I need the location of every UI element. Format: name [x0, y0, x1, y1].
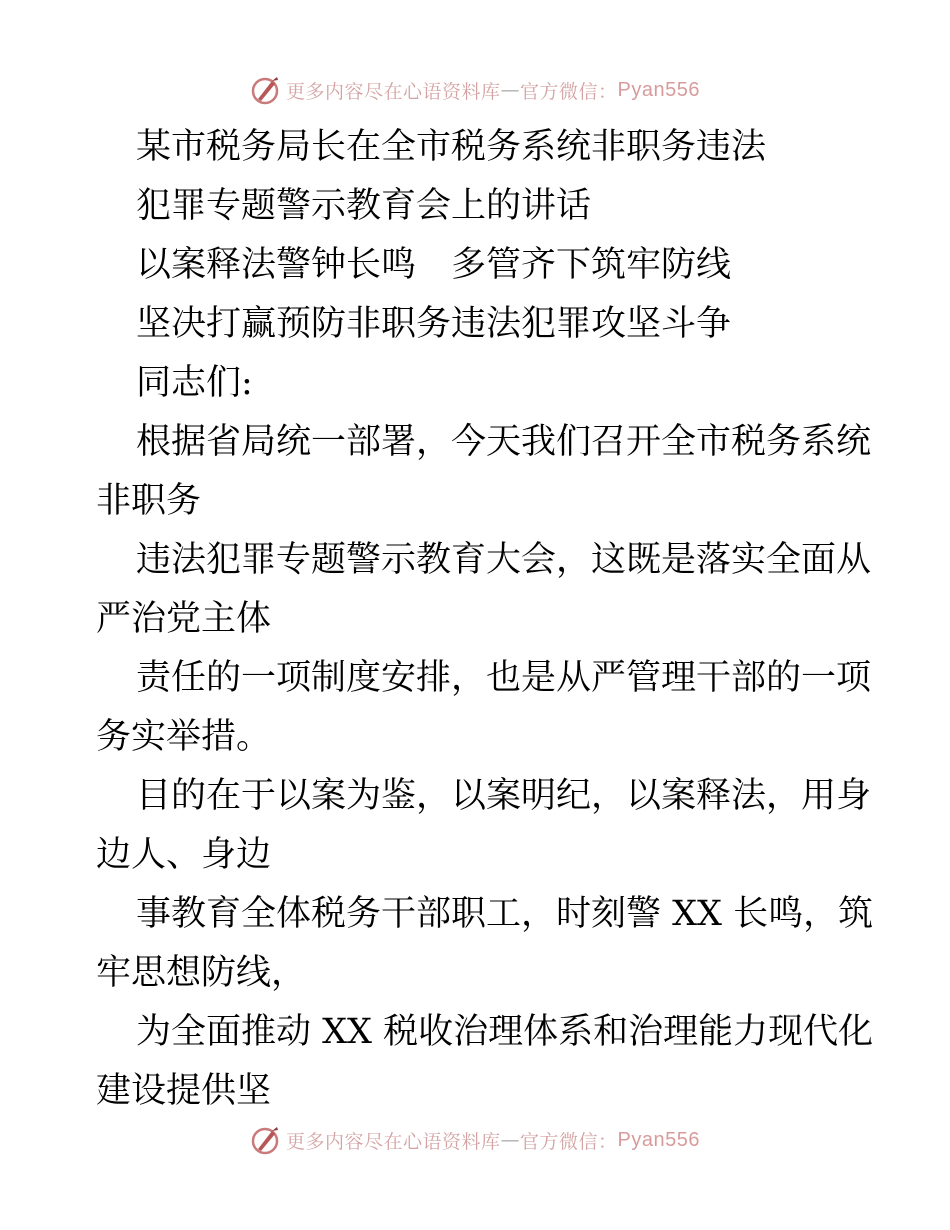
paragraph-line: 目的在于以案为鉴，以案明纪，以案释法，用身: [136, 776, 872, 816]
quill-logo-icon: [250, 1125, 280, 1155]
paragraph-line: 根据省局统一部署，今天我们召开全市税务系统: [136, 422, 872, 462]
paragraph-line: 牢思想防线，: [96, 953, 307, 993]
banner-wechat-id: Pyan556: [617, 1128, 700, 1151]
paragraph-line: 违法犯罪专题警示教育大会，这既是落实全面从: [136, 540, 872, 580]
banner-main-text: 更多内容尽在心语资料库: [286, 1130, 501, 1153]
banner-wechat-id: Pyan556: [617, 78, 700, 101]
subtitle-line-2: 坚决打赢预防非职务违法犯罪攻坚斗争: [136, 304, 732, 344]
title-line-1: 某市税务局长在全市税务系统非职务违法: [136, 127, 767, 167]
subtitle-line-1: 以案释法警钟长鸣 多管齐下筑牢防线: [136, 245, 732, 285]
banner-main-text: 更多内容尽在心语资料库: [286, 80, 501, 103]
paragraph-line: 边人、身边: [96, 835, 272, 875]
footer-watermark-banner: [0, 1120, 950, 1160]
banner-separator: —: [500, 79, 521, 101]
quill-logo-icon: [250, 75, 280, 105]
paragraph-line: 非职务: [96, 481, 202, 521]
paragraph-line: 为全面推动 XX 税收治理体系和治理能力现代化: [136, 1012, 874, 1052]
title-line-2: 犯罪专题警示教育会上的讲话: [136, 186, 592, 226]
paragraph-line: 责任的一项制度安排，也是从严管理干部的一项: [136, 658, 872, 698]
paragraph-line: 建设提供坚: [96, 1071, 272, 1111]
paragraph-line: 事教育全体税务干部职工，时刻警 XX 长鸣，筑: [136, 894, 874, 934]
banner-wechat-label: 官方微信：: [520, 80, 618, 103]
header-watermark-banner: [0, 70, 950, 110]
document-body: [96, 118, 874, 1121]
banner-separator: —: [500, 1129, 521, 1151]
banner-wechat-label: 官方微信：: [520, 1130, 618, 1153]
paragraph-line: 严治党主体: [96, 599, 272, 639]
salutation: 同志们:: [136, 363, 253, 403]
paragraph-line: 务实举措。: [96, 717, 272, 757]
